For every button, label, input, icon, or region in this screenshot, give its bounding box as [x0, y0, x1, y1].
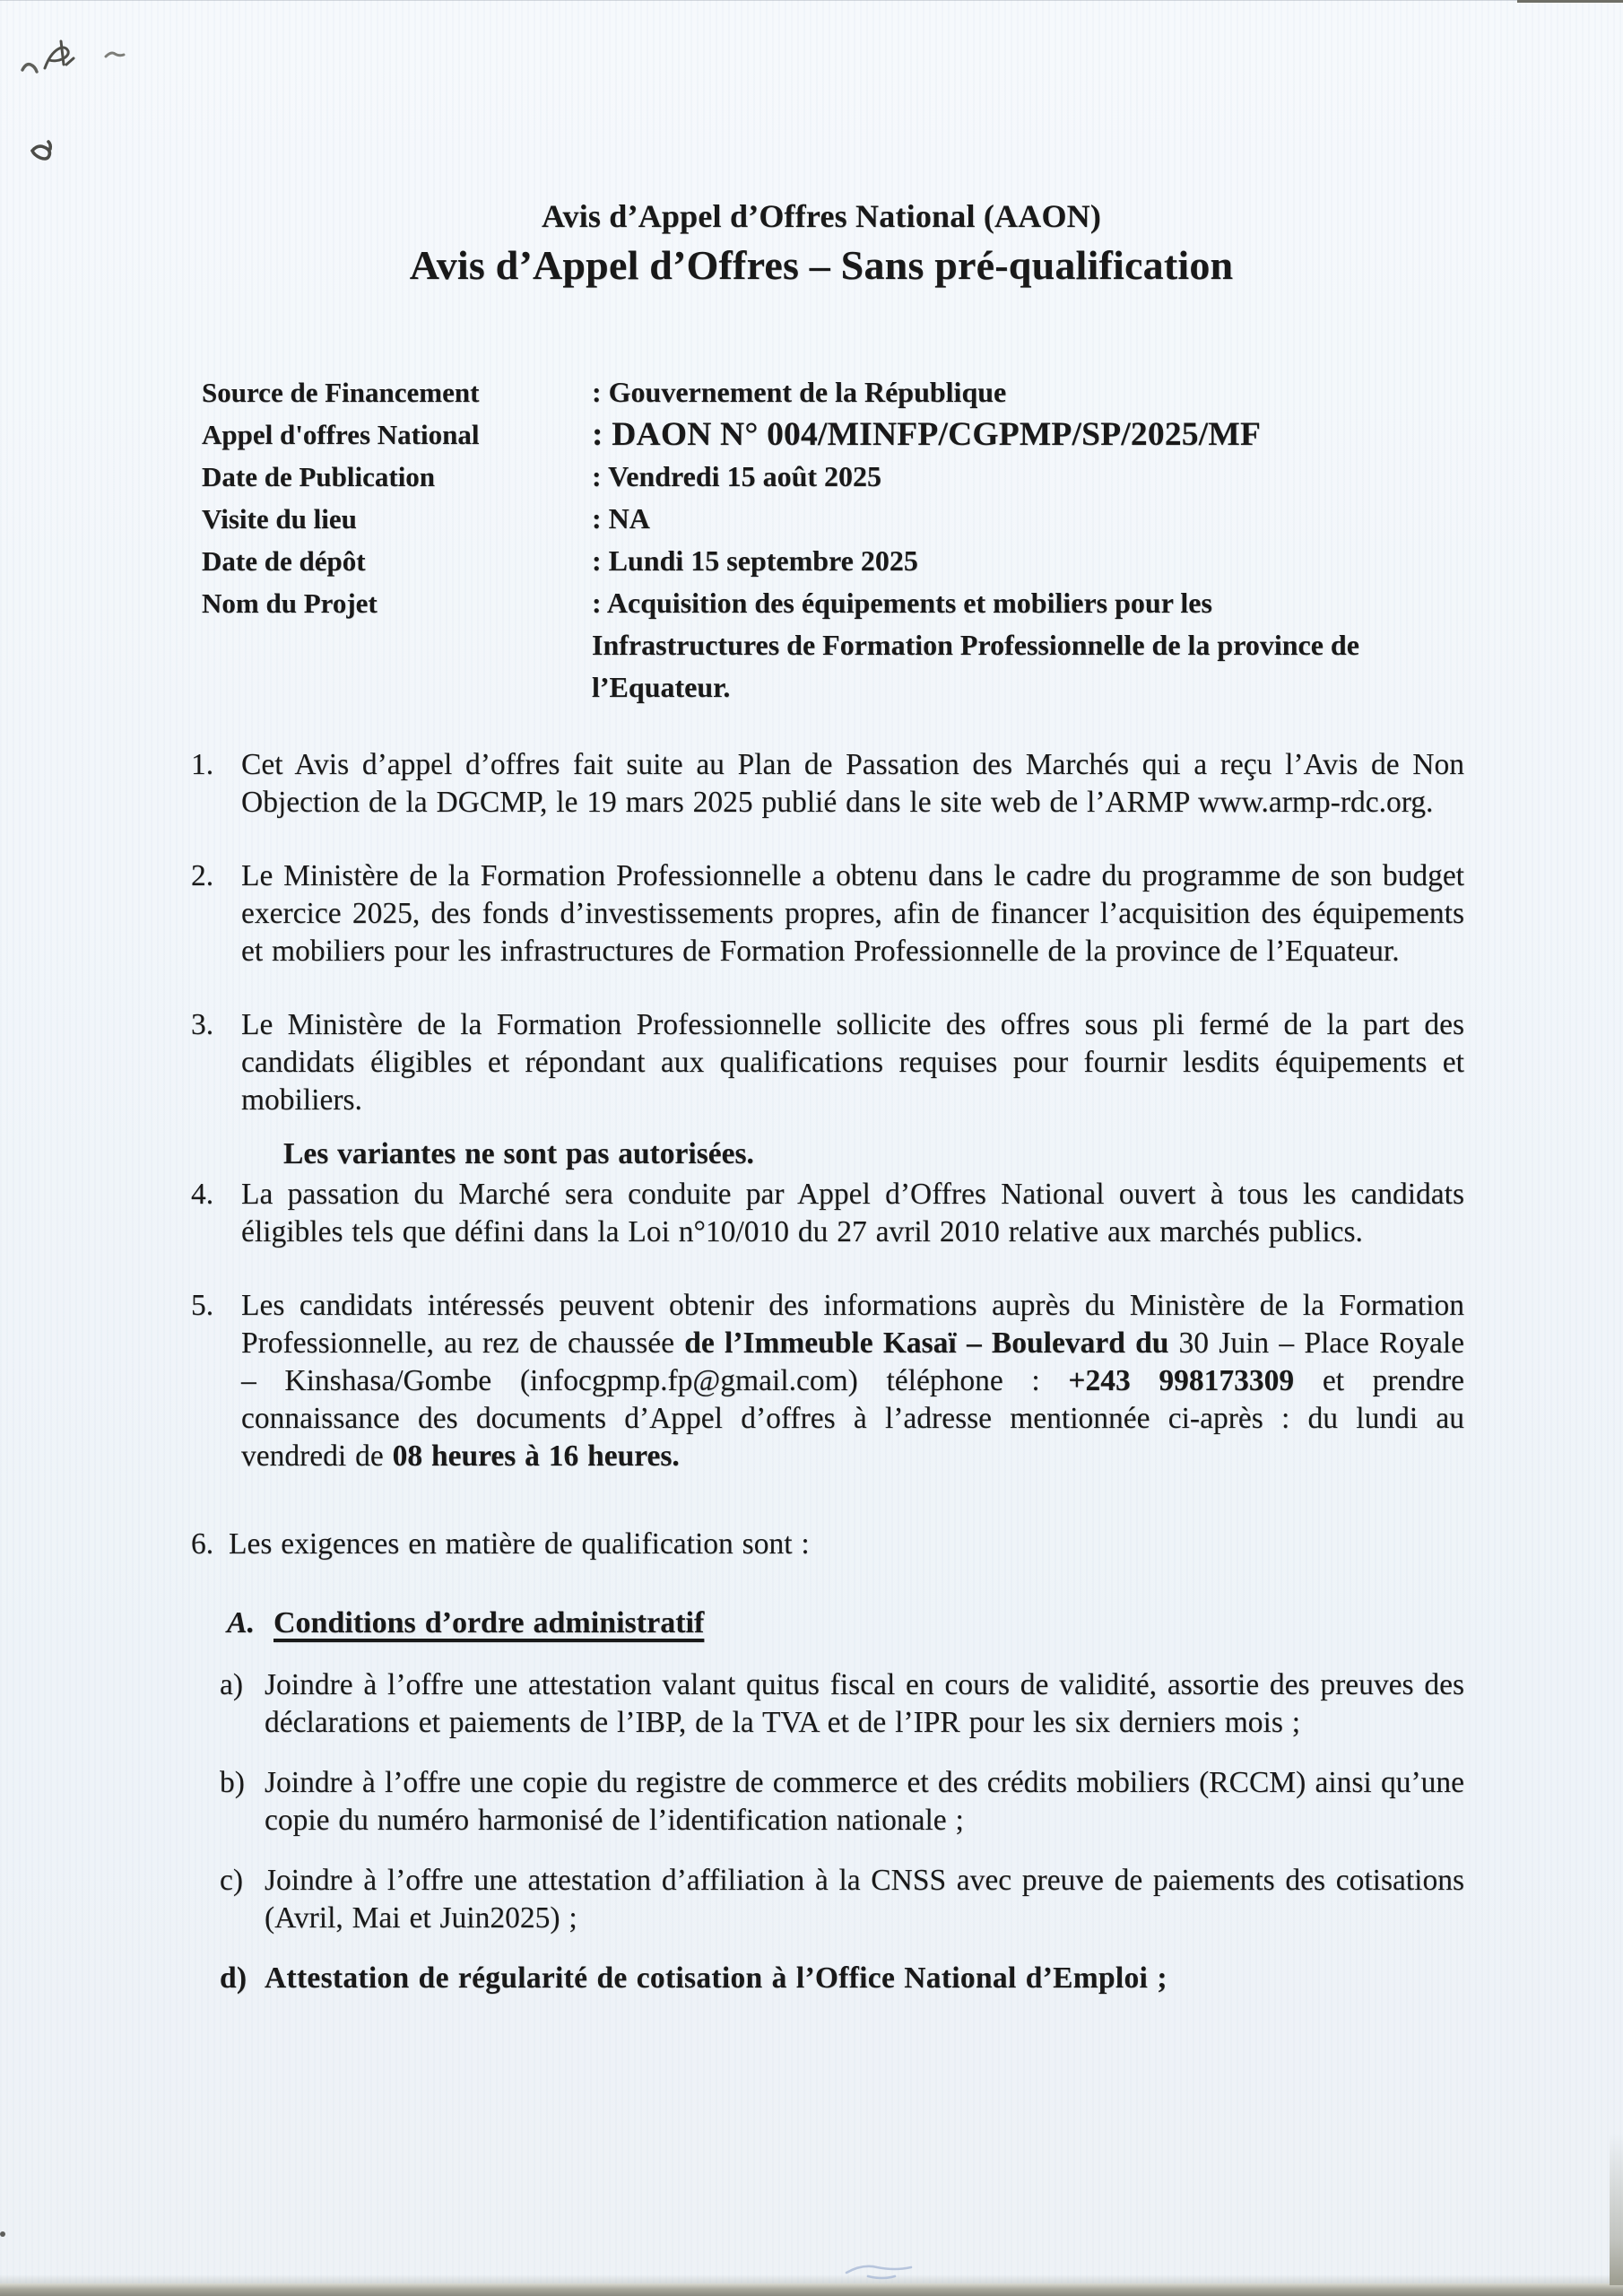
metadata-row: [202, 413, 1475, 456]
paragraph-text: Joindre à l’offre une copie du registre de commerce et des crédits mobiliers (RCCM) ainsi qu’une copie du numéro harmonisé de l’identification nationale ;: [265, 1766, 1464, 1837]
metadata-label: Date de Publication: [202, 461, 436, 492]
paragraph-block: [191, 1006, 1464, 1119]
title-block: [0, 197, 1623, 289]
paragraph-number: 1.: [191, 748, 214, 781]
paragraph-block: [191, 1176, 1464, 1251]
metadata-label: Nom du Projet: [202, 587, 378, 619]
metadata-label: Source de Financement: [202, 377, 480, 408]
metadata-row: [202, 371, 1475, 413]
paragraph-text: Conditions d’ordre administratif: [273, 1606, 705, 1639]
pen-mark-blue: [843, 2253, 915, 2283]
paragraph-number: 3.: [191, 1008, 214, 1041]
metadata-row: [202, 498, 1475, 540]
ink-mark: [27, 133, 57, 163]
paragraph-block: [191, 1135, 1464, 1173]
metadata-label: Date de dépôt: [202, 545, 366, 577]
scan-edge-top-hairline: [0, 0, 1623, 1]
paragraph-block: [191, 1526, 1464, 1563]
document-subtitle: Avis d’Appel d’Offres – Sans pré-qualification: [409, 242, 1234, 288]
metadata-label: Visite du lieu: [202, 503, 357, 535]
paragraph-block: [191, 1287, 1464, 1475]
paragraph-block: [227, 1605, 1464, 1642]
paragraph-text: Attestation de régularité de cotisation à l’Office National d’Emploi ;: [265, 1961, 1167, 1995]
paragraph-text: Les candidats intéressés peuvent obtenir des informations auprès du Ministère de la Formation Professionnelle, au rez de chaussée de l’Immeuble Kasaï – Boulevard du 30 Juin – Place Royale – Kinshasa/Gombe (infocgpmp.fp@gmail.com) téléphone : +243 998173309 et prendre connaissance des documents d’Appel d’offres à l’adresse mentionnée ci-après : du lundi au vendredi de 08 heures à 16 heures.: [241, 1289, 1464, 1473]
paragraph-text: Joindre à l’offre une attestation d’affiliation à la CNSS avec preuve de paiements des cotisations (Avril, Mai et Juin2025) ;: [265, 1864, 1464, 1935]
metadata-value: : Lundi 15 septembre 2025: [592, 544, 918, 577]
document-body: [191, 746, 1464, 1997]
metadata-row: [202, 540, 1475, 582]
ink-dot: [0, 2231, 5, 2237]
scan-edge-bottom: [0, 2283, 1623, 2296]
metadata-value: : NA: [592, 502, 650, 535]
paragraph-number: 5.: [191, 1289, 214, 1322]
scan-edge-bottom-shadow: [0, 2274, 1623, 2283]
paragraph-number: d): [220, 1961, 247, 1995]
paragraph-text: La passation du Marché sera conduite par Appel d’Offres National ouvert à tous les candidats éligibles tels que défini dans la Loi n°10/010 du 27 avril 2010 relative aux marchés publics.: [241, 1178, 1464, 1248]
paragraph-number: c): [220, 1864, 244, 1897]
metadata-value: : Acquisition des équipements et mobiliers pour les Infrastructures de Formation Professionnelle de la province de l’Equateur.: [592, 587, 1359, 703]
paragraph-text: Le Ministère de la Formation Professionnelle a obtenu dans le cadre du programme de son budget exercice 2025, des fonds d’investissements propres, afin de financer l’acquisition des équipements et mobiliers pour les infrastructures de Formation Professionnelle de la province de l’Equateur.: [241, 859, 1464, 968]
paragraph-number: b): [220, 1766, 245, 1799]
paragraph-block: [220, 1862, 1464, 1937]
paragraph-block: [220, 1960, 1464, 1997]
document-title: Avis d’Appel d’Offres National (AAON): [541, 198, 1102, 234]
metadata-row: [202, 582, 1475, 709]
paragraph-number: 6.: [191, 1527, 214, 1561]
scan-edge-right: [1610, 2133, 1623, 2285]
paragraph-block: [220, 1666, 1464, 1742]
paragraph-number: A.: [227, 1606, 256, 1639]
metadata-label: Appel d'offres National: [202, 419, 480, 450]
paragraph-number: a): [220, 1668, 244, 1701]
paragraph-text: Cet Avis d’appel d’offres fait suite au Plan de Passation des Marchés qui a reçu l’Avis de Non Objection de la DGCMP, le 19 mars 2025 publié dans le site web de l’ARMP www.armp-rdc.org.: [241, 748, 1464, 819]
metadata-value: : Vendredi 15 août 2025: [592, 460, 882, 492]
metadata-table: [202, 371, 1475, 709]
scan-edge-top-right: [1517, 0, 1623, 3]
paragraph-text: Joindre à l’offre une attestation valant quitus fiscal en cours de validité, assortie des preuves des déclarations et paiements de l’IBP, de la TVA et de l’IPR pour les six derniers mois ;: [265, 1668, 1464, 1739]
paragraph-text: Les exigences en matière de qualification sont :: [229, 1527, 810, 1561]
paragraph-block: [191, 857, 1464, 970]
paragraph-block: [191, 746, 1464, 822]
paragraph-block: [220, 1764, 1464, 1839]
metadata-value: : DAON N° 004/MINFP/CGPMP/SP/2025/MF: [592, 416, 1262, 453]
ink-mark: [20, 59, 39, 75]
paragraph-text: Les variantes ne sont pas autorisées.: [283, 1137, 754, 1170]
ink-mark: [34, 38, 91, 88]
paragraph-number: 2.: [191, 859, 214, 892]
paragraph-text: Le Ministère de la Formation Professionnelle sollicite des offres sous pli fermé de la part des candidats éligibles et répondant aux qualifications requises pour fournir lesdits équipements et mobiliers.: [241, 1008, 1464, 1117]
ink-mark: [104, 49, 126, 62]
metadata-value: : Gouvernement de la République: [592, 376, 1007, 408]
metadata-row: [202, 456, 1475, 498]
paragraph-number: 4.: [191, 1178, 214, 1211]
